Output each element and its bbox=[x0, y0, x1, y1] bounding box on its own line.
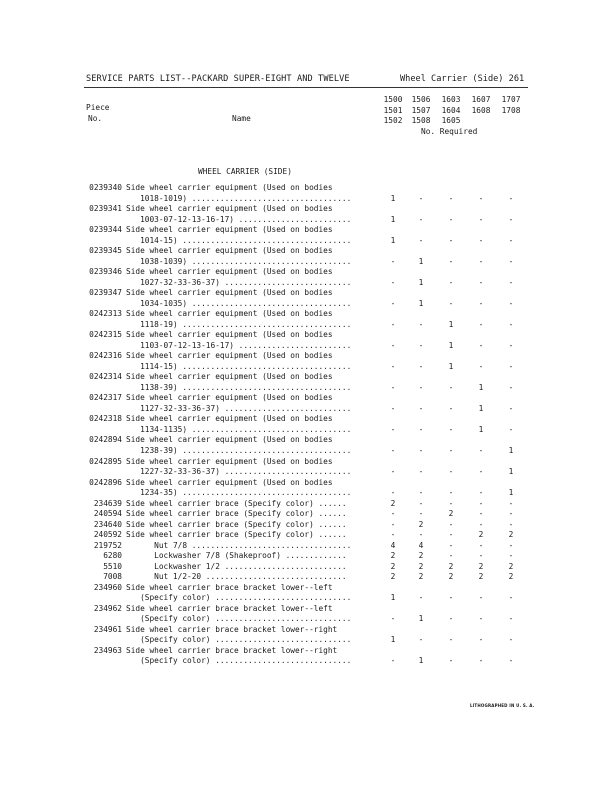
part-name: 1003-07-12-13-16-17) ........................ bbox=[126, 214, 352, 224]
quantity-cell: 2 bbox=[508, 561, 514, 571]
part-name: 1103-07-12-13-16-17) ........................ bbox=[126, 340, 352, 350]
quantity-cell: - bbox=[508, 519, 514, 529]
table-row bbox=[0, 656, 612, 666]
quantity-cell: - bbox=[418, 498, 424, 508]
quantity-cell: 1 bbox=[508, 467, 514, 477]
quantity-cell: - bbox=[448, 593, 454, 603]
no-required-label: No. Required bbox=[421, 127, 478, 136]
table-row bbox=[0, 499, 612, 509]
quantity-cell: - bbox=[448, 530, 454, 540]
quantity-cell: - bbox=[508, 540, 514, 550]
quantity-cell: - bbox=[448, 446, 454, 455]
quantity-cell: - bbox=[448, 403, 454, 413]
quantity-cell: - bbox=[448, 498, 454, 508]
table-row bbox=[0, 572, 612, 582]
quantity-cell: - bbox=[390, 424, 396, 434]
quantity-cell: - bbox=[448, 488, 454, 498]
quantity-cell: - bbox=[448, 277, 454, 287]
part-name: Side wheel carrier equipment (Used on bodies bbox=[126, 225, 333, 235]
table-row bbox=[0, 288, 612, 298]
quantity-cell: - bbox=[448, 551, 454, 561]
quantity-cell: 2 bbox=[418, 551, 424, 561]
quantity-cell: 2 bbox=[390, 498, 396, 508]
quantity-cell: - bbox=[508, 298, 514, 308]
table-row bbox=[0, 299, 612, 309]
quantity-cell: - bbox=[478, 467, 484, 477]
quantity-cell: 2 bbox=[508, 572, 514, 582]
quantity-cell: - bbox=[418, 488, 424, 498]
piece-number: 240592 bbox=[93, 530, 122, 540]
part-name: 1027-32-33-36-37) ........................... bbox=[126, 277, 352, 287]
part-name: Side wheel carrier equipment (Used on bodies bbox=[126, 456, 333, 466]
quantity-cell: - bbox=[478, 193, 484, 203]
quantity-cell: - bbox=[418, 340, 424, 350]
quantity-cell: - bbox=[448, 656, 454, 666]
quantity-cell: - bbox=[418, 382, 424, 392]
quantity-cell: 2 bbox=[390, 551, 396, 561]
table-row bbox=[0, 467, 612, 477]
quantity-cell: - bbox=[508, 498, 514, 508]
quantity-cell: - bbox=[418, 235, 424, 245]
quantity-cell: - bbox=[478, 340, 484, 350]
model-number: 1607 bbox=[471, 95, 491, 104]
quantity-cell: - bbox=[478, 635, 484, 645]
quantity-cell: - bbox=[448, 519, 454, 529]
quantity-cell: 1 bbox=[418, 277, 424, 287]
piece-number: 0242894 bbox=[89, 435, 122, 445]
quantity-cell: - bbox=[478, 235, 484, 245]
quantity-cell: - bbox=[418, 193, 424, 203]
quantity-cell: 4 bbox=[418, 540, 424, 550]
quantity-cell: - bbox=[390, 403, 396, 413]
quantity-cell: - bbox=[418, 361, 424, 371]
page-header-section: Wheel Carrier (Side) 261 bbox=[400, 74, 525, 84]
table-row bbox=[0, 257, 612, 267]
table-row bbox=[0, 414, 612, 424]
quantity-cell: - bbox=[508, 509, 514, 519]
quantity-cell: - bbox=[390, 298, 396, 308]
quantity-cell: - bbox=[418, 214, 424, 224]
table-row bbox=[0, 593, 612, 603]
quantity-cell: 2 bbox=[448, 561, 454, 571]
piece-number: 234640 bbox=[93, 519, 122, 529]
page-header-title: SERVICE PARTS LIST--PACKARD SUPER-EIGHT AND TWELVE bbox=[86, 74, 350, 84]
quantity-cell: - bbox=[448, 214, 454, 224]
quantity-cell: - bbox=[418, 467, 424, 477]
piece-number: 7008 bbox=[103, 572, 122, 582]
quantity-cell: 1 bbox=[390, 193, 396, 203]
quantity-cell: 2 bbox=[390, 572, 396, 582]
quantity-cell: - bbox=[478, 488, 484, 498]
quantity-cell: - bbox=[448, 256, 454, 266]
quantity-cell: 1 bbox=[418, 614, 424, 624]
quantity-cell: - bbox=[478, 551, 484, 561]
quantity-cell: - bbox=[508, 214, 514, 224]
part-name: Side wheel carrier brace bracket lower--right bbox=[126, 624, 338, 634]
table-row bbox=[0, 372, 612, 382]
piece-number: 234963 bbox=[93, 645, 122, 655]
table-row bbox=[0, 509, 612, 519]
part-name: 1038-1039) .................................. bbox=[126, 256, 352, 266]
piece-number: 0239340 bbox=[89, 183, 122, 192]
model-number: 1604 bbox=[441, 105, 461, 115]
part-name: (Specify color) ............................. bbox=[126, 635, 352, 645]
table-row bbox=[0, 541, 612, 551]
model-number: 1502 bbox=[383, 116, 403, 125]
quantity-cell: - bbox=[390, 382, 396, 392]
quantity-cell: - bbox=[508, 256, 514, 266]
quantity-cell: - bbox=[478, 319, 484, 329]
quantity-cell: - bbox=[478, 614, 484, 624]
piece-number: 0242314 bbox=[89, 372, 122, 382]
piece-number: 6280 bbox=[103, 551, 122, 561]
part-name: Side wheel carrier equipment (Used on bodies bbox=[126, 204, 333, 214]
quantity-cell: - bbox=[478, 656, 484, 666]
part-name: 1118-19) .................................... bbox=[126, 319, 352, 329]
part-name: (Specify color) ............................. bbox=[126, 593, 352, 603]
part-name: Side wheel carrier equipment (Used on bodies bbox=[126, 183, 333, 192]
model-number: 1603 bbox=[441, 95, 461, 104]
model-number: 1500 bbox=[383, 95, 403, 104]
quantity-cell: - bbox=[390, 277, 396, 287]
table-row bbox=[0, 215, 612, 225]
part-name: Side wheel carrier brace (Specify color) ...... bbox=[126, 530, 347, 540]
no-label: No. bbox=[88, 114, 103, 123]
table-row bbox=[0, 614, 612, 624]
quantity-cell: - bbox=[508, 635, 514, 645]
model-number: 1608 bbox=[471, 105, 491, 115]
quantity-cell: - bbox=[418, 446, 424, 455]
quantity-cell: - bbox=[448, 382, 454, 392]
table-row bbox=[0, 530, 612, 540]
quantity-cell: - bbox=[508, 403, 514, 413]
table-row bbox=[0, 194, 612, 204]
piece-number: 0242316 bbox=[89, 351, 122, 361]
quantity-cell: - bbox=[448, 635, 454, 645]
part-name: 1227-32-33-36-37) ........................... bbox=[126, 467, 352, 477]
quantity-cell: 1 bbox=[478, 424, 484, 434]
piece-number: 0242896 bbox=[89, 477, 122, 487]
part-name: Lockwasher 7/8 (Shakeproof) ............. bbox=[126, 551, 347, 561]
table-row bbox=[0, 457, 612, 467]
quantity-cell: - bbox=[508, 551, 514, 561]
table-row bbox=[0, 362, 612, 372]
quantity-cell: 1 bbox=[418, 656, 424, 666]
piece-number: 0239345 bbox=[89, 246, 122, 256]
quantity-cell: 1 bbox=[418, 256, 424, 266]
piece-number: 0242315 bbox=[89, 330, 122, 340]
name-label: Name bbox=[232, 114, 251, 123]
table-row bbox=[0, 393, 612, 403]
part-name: Side wheel carrier equipment (Used on bodies bbox=[126, 372, 333, 382]
part-name: Side wheel carrier brace bracket lower--right bbox=[126, 645, 338, 655]
part-name: 1018-1019) .................................. bbox=[126, 193, 352, 203]
quantity-cell: 2 bbox=[390, 561, 396, 571]
quantity-cell: 2 bbox=[478, 561, 484, 571]
quantity-cell: - bbox=[390, 656, 396, 666]
quantity-cell: - bbox=[390, 361, 396, 371]
quantity-cell: - bbox=[448, 467, 454, 477]
table-row bbox=[0, 646, 612, 656]
part-name: Side wheel carrier equipment (Used on bodies bbox=[126, 351, 333, 361]
part-name: 1034-1035) .................................. bbox=[126, 298, 352, 308]
quantity-cell: - bbox=[390, 488, 396, 498]
quantity-cell: 2 bbox=[418, 561, 424, 571]
model-number: 1506 bbox=[411, 95, 431, 104]
quantity-cell: - bbox=[390, 446, 396, 455]
quantity-cell: - bbox=[478, 540, 484, 550]
quantity-cell: - bbox=[508, 277, 514, 287]
piece-number: 234960 bbox=[93, 582, 122, 592]
part-name: Side wheel carrier equipment (Used on bodies bbox=[126, 330, 333, 340]
quantity-cell: - bbox=[390, 467, 396, 477]
quantity-cell: 1 bbox=[390, 235, 396, 245]
quantity-cell: 1 bbox=[448, 340, 454, 350]
quantity-cell: - bbox=[478, 214, 484, 224]
table-row bbox=[0, 246, 612, 256]
part-name: Side wheel carrier equipment (Used on bodies bbox=[126, 414, 333, 424]
table-row bbox=[0, 425, 612, 435]
quantity-cell: - bbox=[418, 319, 424, 329]
part-name: Side wheel carrier equipment (Used on bodies bbox=[126, 246, 333, 256]
quantity-cell: - bbox=[478, 298, 484, 308]
table-row bbox=[0, 551, 612, 561]
quantity-cell: 1 bbox=[390, 635, 396, 645]
table-row bbox=[0, 478, 612, 488]
table-row bbox=[0, 583, 612, 593]
table-row bbox=[0, 404, 612, 414]
piece-number: 0242895 bbox=[89, 456, 122, 466]
section-title: WHEEL CARRIER (SIDE) bbox=[198, 167, 292, 176]
quantity-cell: 1 bbox=[390, 214, 396, 224]
quantity-cell: - bbox=[478, 256, 484, 266]
part-name: 1238-39) .................................... bbox=[126, 446, 352, 455]
part-name: Side wheel carrier brace (Specify color) ...... bbox=[126, 509, 347, 519]
quantity-cell: - bbox=[448, 424, 454, 434]
table-row bbox=[0, 604, 612, 614]
quantity-cell: - bbox=[508, 193, 514, 203]
quantity-cell: - bbox=[508, 382, 514, 392]
table-row bbox=[0, 330, 612, 340]
quantity-cell: - bbox=[418, 593, 424, 603]
part-name: Side wheel carrier equipment (Used on bodies bbox=[126, 435, 333, 445]
part-name: 1127-32-33-36-37) ........................... bbox=[126, 403, 352, 413]
piece-number: 234961 bbox=[93, 624, 122, 634]
piece-number: 240594 bbox=[93, 509, 122, 519]
quantity-cell: 2 bbox=[478, 530, 484, 540]
quantity-cell: - bbox=[390, 319, 396, 329]
quantity-cell: - bbox=[390, 340, 396, 350]
part-name: Side wheel carrier equipment (Used on bodies bbox=[126, 393, 333, 403]
part-name: Side wheel carrier equipment (Used on bodies bbox=[126, 267, 333, 277]
table-row bbox=[0, 635, 612, 645]
quantity-cell: 4 bbox=[390, 540, 396, 550]
table-row bbox=[0, 309, 612, 319]
quantity-cell: - bbox=[508, 593, 514, 603]
quantity-cell: - bbox=[448, 298, 454, 308]
part-name: Side wheel carrier brace (Specify color) ...... bbox=[126, 498, 347, 508]
quantity-cell: - bbox=[390, 530, 396, 540]
quantity-cell: - bbox=[478, 509, 484, 519]
table-row bbox=[0, 446, 612, 456]
table-row bbox=[0, 267, 612, 277]
quantity-cell: 1 bbox=[418, 298, 424, 308]
quantity-cell: - bbox=[418, 509, 424, 519]
quantity-cell: 1 bbox=[390, 593, 396, 603]
quantity-cell: - bbox=[508, 656, 514, 666]
piece-number: 0242318 bbox=[89, 414, 122, 424]
piece-number: 0239347 bbox=[89, 288, 122, 298]
table-row bbox=[0, 183, 612, 193]
quantity-cell: - bbox=[418, 403, 424, 413]
model-number: 1707 bbox=[501, 95, 521, 104]
piece-number: 234639 bbox=[93, 498, 122, 508]
table-row bbox=[0, 562, 612, 572]
quantity-cell: 2 bbox=[448, 509, 454, 519]
quantity-cell: - bbox=[478, 361, 484, 371]
quantity-cell: 2 bbox=[478, 572, 484, 582]
quantity-cell: 2 bbox=[418, 572, 424, 582]
quantity-cell: 1 bbox=[478, 382, 484, 392]
table-row bbox=[0, 435, 612, 445]
quantity-cell: - bbox=[478, 519, 484, 529]
quantity-cell: 1 bbox=[448, 319, 454, 329]
quantity-cell: - bbox=[390, 614, 396, 624]
model-number: 1708 bbox=[501, 105, 521, 115]
part-name: 1114-15) .................................... bbox=[126, 361, 352, 371]
piece-number: 0239341 bbox=[89, 204, 122, 214]
piece-number: 219752 bbox=[93, 540, 122, 550]
quantity-cell: - bbox=[418, 530, 424, 540]
table-row bbox=[0, 320, 612, 330]
model-number: 1507 bbox=[411, 105, 431, 115]
quantity-cell: 2 bbox=[508, 530, 514, 540]
part-name: Side wheel carrier brace (Specify color) ...... bbox=[126, 519, 347, 529]
quantity-cell: - bbox=[478, 277, 484, 287]
table-row bbox=[0, 204, 612, 214]
table-row bbox=[0, 625, 612, 635]
part-name: 1014-15) .................................... bbox=[126, 235, 352, 245]
table-row bbox=[0, 341, 612, 351]
table-row bbox=[0, 278, 612, 288]
piece-number: 234962 bbox=[93, 603, 122, 613]
quantity-cell: - bbox=[418, 424, 424, 434]
quantity-cell: - bbox=[508, 361, 514, 371]
quantity-cell: - bbox=[508, 319, 514, 329]
piece-label: Piece bbox=[86, 103, 110, 112]
model-number: 1501 bbox=[383, 105, 403, 115]
table-row bbox=[0, 225, 612, 235]
part-name: Side wheel carrier equipment (Used on bodies bbox=[126, 288, 333, 298]
lithographed-footer: LITHOGRAPHED IN U. S. A. bbox=[470, 703, 535, 708]
quantity-cell: 1 bbox=[508, 446, 514, 455]
quantity-cell: - bbox=[508, 614, 514, 624]
part-name: Nut 1/2-20 .............................. bbox=[126, 572, 347, 582]
header-rule bbox=[84, 87, 528, 88]
quantity-cell: 1 bbox=[478, 403, 484, 413]
part-name: 1234-35) .................................... bbox=[126, 488, 352, 498]
part-name: Side wheel carrier equipment (Used on bodies bbox=[126, 309, 333, 319]
quantity-cell: 2 bbox=[418, 519, 424, 529]
table-row bbox=[0, 236, 612, 246]
quantity-cell: - bbox=[418, 635, 424, 645]
part-name: Lockwasher 1/2 .......................... bbox=[126, 561, 347, 571]
quantity-cell: - bbox=[478, 593, 484, 603]
quantity-cell: - bbox=[508, 424, 514, 434]
piece-number: 0242313 bbox=[89, 309, 122, 319]
quantity-cell: - bbox=[390, 256, 396, 266]
part-name: Side wheel carrier brace bracket lower--left bbox=[126, 603, 333, 613]
piece-number: 5510 bbox=[103, 561, 122, 571]
quantity-cell: - bbox=[390, 509, 396, 519]
part-name: Side wheel carrier equipment (Used on bodies bbox=[126, 477, 333, 487]
quantity-cell: - bbox=[478, 446, 484, 455]
piece-number: 0239346 bbox=[89, 267, 122, 277]
part-name: 1138-39) .................................... bbox=[126, 382, 352, 392]
quantity-cell: - bbox=[478, 498, 484, 508]
piece-number: 0242317 bbox=[89, 393, 122, 403]
quantity-cell: - bbox=[448, 193, 454, 203]
table-row bbox=[0, 383, 612, 393]
part-name: 1134-1135) .................................. bbox=[126, 424, 352, 434]
quantity-cell: - bbox=[448, 235, 454, 245]
model-number: 1605 bbox=[441, 116, 461, 125]
table-row bbox=[0, 351, 612, 361]
quantity-cell: - bbox=[390, 519, 396, 529]
quantity-cell: - bbox=[508, 235, 514, 245]
part-name: Side wheel carrier brace bracket lower--left bbox=[126, 582, 333, 592]
quantity-cell: 1 bbox=[508, 488, 514, 498]
part-name: (Specify color) ............................. bbox=[126, 656, 352, 666]
quantity-cell: - bbox=[448, 614, 454, 624]
quantity-cell: - bbox=[448, 540, 454, 550]
part-name: (Specify color) ............................. bbox=[126, 614, 352, 624]
quantity-cell: 2 bbox=[448, 572, 454, 582]
part-name: Nut 7/8 .................................. bbox=[126, 540, 352, 550]
table-row bbox=[0, 520, 612, 530]
quantity-cell: 1 bbox=[448, 361, 454, 371]
table-row bbox=[0, 488, 612, 498]
quantity-cell: - bbox=[508, 340, 514, 350]
piece-number: 0239344 bbox=[89, 225, 122, 235]
model-number: 1508 bbox=[411, 116, 431, 125]
